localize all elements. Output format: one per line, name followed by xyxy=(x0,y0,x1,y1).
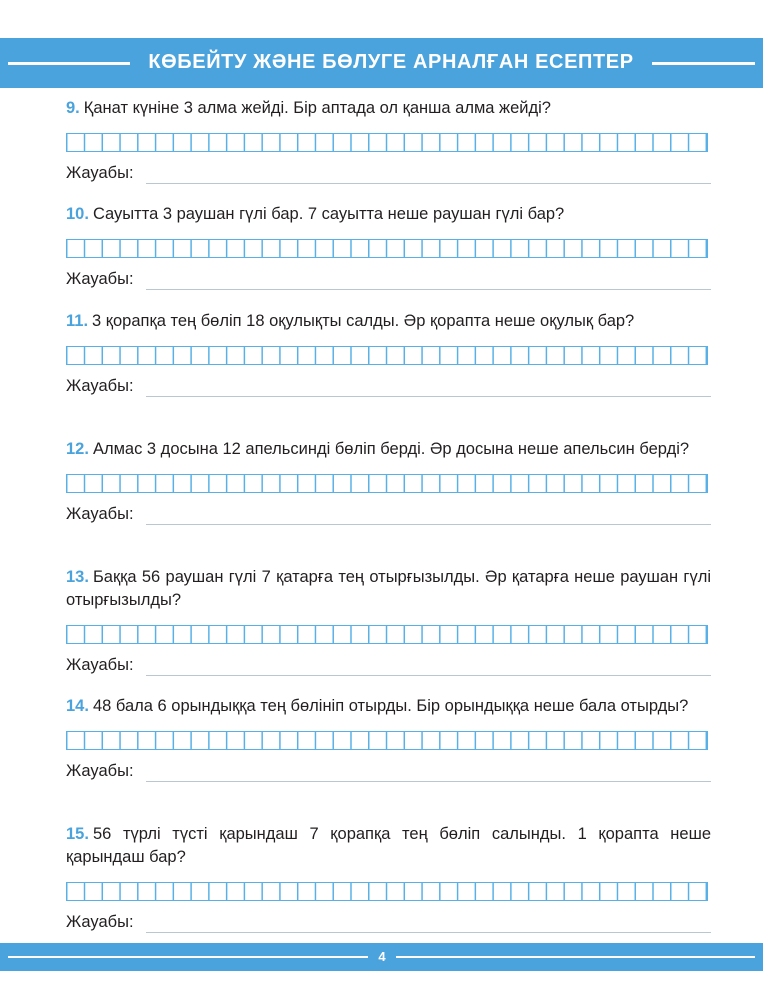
answer-line[interactable] xyxy=(146,396,711,397)
problem-question: Алмас 3 досына 12 апельсинді бөліп берді. Әр досына неше апельсин берді? xyxy=(92,440,690,458)
problem-number: 11. xyxy=(66,312,89,330)
answer-grid[interactable] xyxy=(66,346,708,365)
answer-label: Жауабы: xyxy=(66,656,134,674)
answer-grid[interactable] xyxy=(66,474,708,493)
answer-grid[interactable] xyxy=(66,625,708,644)
problem-number: 10. xyxy=(66,205,89,223)
answer-label: Жауабы: xyxy=(66,762,134,780)
footer-rule-right xyxy=(396,956,755,958)
header-rule-right xyxy=(652,62,755,65)
answer-label: Жауабы: xyxy=(66,164,134,182)
answer-row xyxy=(66,913,711,935)
problem-9 xyxy=(66,97,711,186)
answer-line[interactable] xyxy=(146,183,711,184)
problem-text xyxy=(66,203,711,226)
header-rule-left xyxy=(8,62,130,65)
problem-text xyxy=(66,310,711,333)
problem-number: 9. xyxy=(66,99,80,117)
problem-question: 3 қорапқа тең бөліп 18 оқулықты салды. Әр қорапта неше оқулық бар? xyxy=(92,312,635,330)
answer-line[interactable] xyxy=(146,524,711,525)
problem-text xyxy=(66,97,711,120)
answer-label: Жауабы: xyxy=(66,377,134,395)
page-title: КӨБЕЙТУ ЖӘНЕ БӨЛУГЕ АРНАЛҒАН ЕСЕПТЕР xyxy=(148,51,634,73)
problem-question: Баққа 56 раушан гүлі 7 қатарға тең отырғызылды. Әр қатарға неше раушан гүлі отырғызылды? xyxy=(66,568,711,609)
answer-line[interactable] xyxy=(146,781,711,782)
problem-text xyxy=(66,823,711,869)
problem-number: 13. xyxy=(66,568,89,586)
answer-line[interactable] xyxy=(146,932,711,933)
page-number: 4 xyxy=(378,949,386,964)
problem-number: 14. xyxy=(66,697,89,715)
answer-grid[interactable] xyxy=(66,133,708,152)
answer-label: Жауабы: xyxy=(66,913,134,931)
problem-13 xyxy=(66,566,711,678)
problem-15 xyxy=(66,823,711,935)
problem-14 xyxy=(66,695,711,784)
answer-grid[interactable] xyxy=(66,239,708,258)
problem-text xyxy=(66,695,711,718)
page-footer xyxy=(0,943,763,971)
answer-row xyxy=(66,164,711,186)
answer-row xyxy=(66,656,711,678)
answer-grid[interactable] xyxy=(66,882,708,901)
answer-row xyxy=(66,505,711,527)
problem-question: Қанат күніне 3 алма жейді. Бір аптада ол қанша алма жейді? xyxy=(83,99,551,117)
problem-question: Сауытта 3 раушан гүлі бар. 7 сауытта неше раушан гүлі бар? xyxy=(92,205,565,223)
answer-line[interactable] xyxy=(146,675,711,676)
answer-row xyxy=(66,377,711,399)
footer-rule-left xyxy=(8,956,368,958)
problem-11 xyxy=(66,310,711,399)
answer-line[interactable] xyxy=(146,289,711,290)
answer-label: Жауабы: xyxy=(66,505,134,523)
problem-question: 48 бала 6 орындыққа тең бөлініп отырды. Бір орындыққа неше бала отырды? xyxy=(92,697,689,715)
problem-number: 15. xyxy=(66,825,89,843)
problem-text xyxy=(66,438,711,461)
answer-row xyxy=(66,270,711,292)
answer-row xyxy=(66,762,711,784)
page-header xyxy=(0,38,763,88)
answer-label: Жауабы: xyxy=(66,270,134,288)
problem-10 xyxy=(66,203,711,292)
answer-grid[interactable] xyxy=(66,731,708,750)
problem-number: 12. xyxy=(66,440,89,458)
problem-12 xyxy=(66,438,711,527)
problem-text xyxy=(66,566,711,612)
problem-question: 56 түрлі түсті қарындаш 7 қорапқа тең бөліп салынды. 1 қорапта неше қарындаш бар? xyxy=(66,825,711,866)
